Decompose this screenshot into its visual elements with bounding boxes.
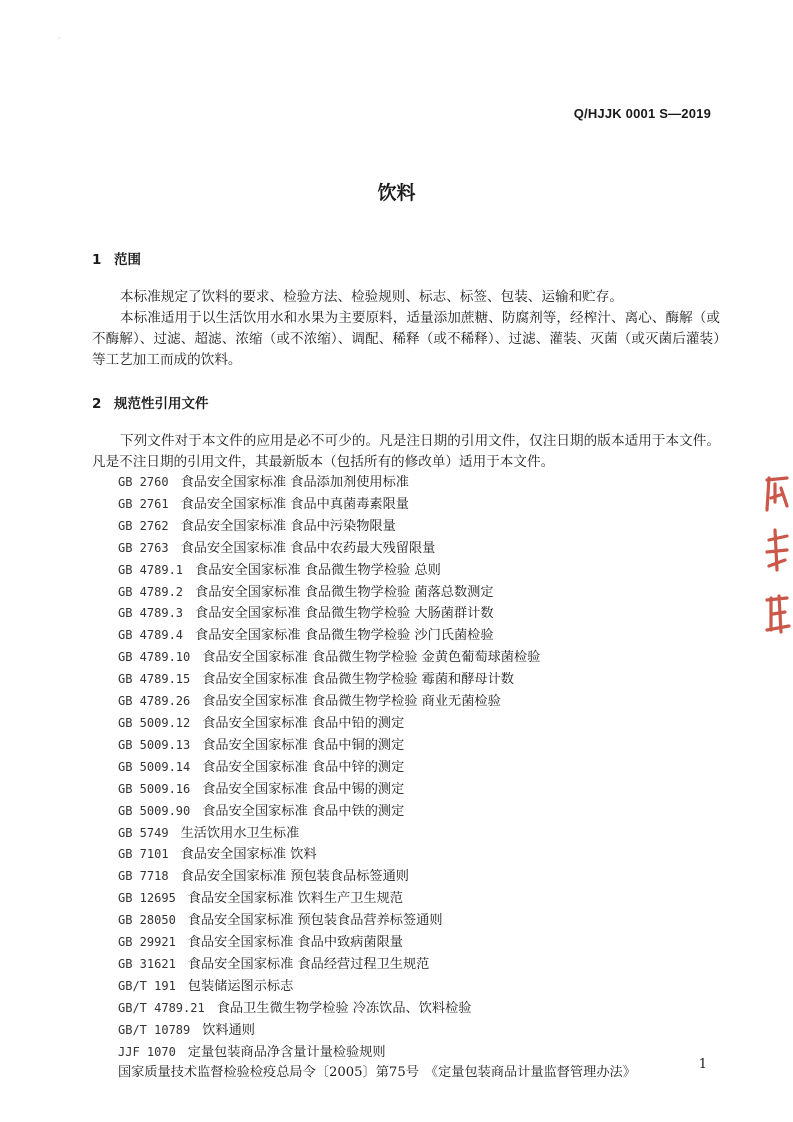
reference-title: 食品安全国家标准 预包装食品营养标签通则: [187, 913, 443, 929]
reference-code: GB 5009.12: [118, 715, 191, 730]
reference-code: GB 4789.1: [118, 562, 184, 577]
standard-code: Q/HJJK 0001 S—2019: [573, 106, 711, 121]
reference-title: 食品安全国家标准 食品微生物学检验 总则: [195, 562, 441, 578]
reference-item: [118, 866, 636, 888]
reference-item: [118, 603, 636, 625]
reference-title: 食品安全国家标准 食品微生物学检验 沙门氏菌检验: [195, 628, 494, 644]
reference-code: GB 4789.3: [118, 606, 184, 621]
reference-title: 食品安全国家标准 食品微生物学检验 大肠菌群计数: [195, 606, 494, 622]
reference-title: 食品安全国家标准 食品添加剂使用标准: [180, 475, 409, 490]
reference-code: GB 4789.26: [118, 694, 191, 709]
reference-list: [118, 472, 636, 1084]
reference-title: 定量包装商品净含量计量检验规则: [187, 1044, 386, 1060]
reference-code: 国家质量技术监督检验检疫总局令〔2005〕第75号: [118, 1065, 419, 1081]
reference-code: JJF 1070: [118, 1044, 176, 1059]
reference-code: GB 2760: [118, 475, 169, 489]
reference-title: 食品安全国家标准 食品中真菌毒素限量: [180, 496, 409, 512]
reference-title: 食品安全国家标准 食品中锌的测定: [202, 759, 405, 775]
red-seal-stamp: [753, 470, 793, 640]
document-title: 饮料: [377, 182, 416, 204]
reference-title: 食品安全国家标准 食品经营过程卫生规范: [187, 956, 430, 972]
reference-code: GB/T 10789: [118, 1022, 191, 1037]
reference-code: GB 7101: [118, 847, 169, 862]
reference-title: 食品安全国家标准 预包装食品标签通则: [180, 869, 409, 885]
reference-code: GB 2761: [118, 496, 169, 511]
reference-item: [118, 998, 636, 1020]
reference-code: GB 28050: [118, 913, 176, 928]
reference-item: [118, 844, 636, 866]
reference-code: GB 5009.13: [118, 737, 191, 752]
reference-item: [118, 625, 636, 647]
reference-item: [118, 823, 636, 845]
reference-item: [118, 779, 636, 801]
reference-item: [118, 691, 636, 713]
page-number: 1: [698, 1057, 707, 1072]
reference-title: 食品安全国家标准 饮料: [180, 847, 317, 863]
reference-item: [118, 976, 636, 998]
reference-code: GB 7718: [118, 869, 169, 884]
reference-item: [118, 669, 636, 691]
section-2-title: 规范性引用文件: [114, 396, 209, 412]
reference-code: GB 2762: [118, 518, 169, 533]
reference-title: 食品安全国家标准 食品中致病菌限量: [187, 935, 403, 951]
reference-code: GB/T 191: [118, 978, 176, 993]
reference-item: [118, 1020, 636, 1042]
reference-item: [118, 582, 636, 604]
reference-title: 食品安全国家标准 食品微生物学检验 金黄色葡萄球菌检验: [202, 650, 541, 666]
reference-title: 食品安全国家标准 食品中农药最大残留限量: [180, 540, 436, 556]
reference-item: [118, 888, 636, 910]
reference-code: GB 5009.90: [118, 803, 191, 818]
reference-title: 食品安全国家标准 食品中锡的测定: [202, 781, 405, 797]
scope-paragraph-1: 本标准规定了饮料的要求、检验方法、检验规则、标志、标签、包装、运输和贮存。: [120, 289, 623, 305]
reference-code: GB 12695: [118, 891, 176, 906]
reference-title: 食品安全国家标准 食品微生物学检验 商业无菌检验: [202, 694, 501, 710]
reference-title: 食品安全国家标准 食品微生物学检验 霉菌和酵母计数: [202, 672, 514, 688]
reference-code: GB 5009.16: [118, 781, 191, 796]
reference-item: [118, 1042, 636, 1064]
section-1-heading: [92, 248, 141, 268]
reference-code: GB 29921: [118, 935, 176, 950]
reference-code: GB 4789.15: [118, 672, 191, 687]
reference-item: [118, 538, 636, 560]
reference-title: 食品安全国家标准 食品中铁的测定: [202, 803, 405, 819]
reference-code: GB 4789.4: [118, 628, 184, 643]
section-2-heading: [92, 392, 209, 412]
reference-item: [118, 932, 636, 954]
reference-item: [118, 757, 636, 779]
scan-speck: ·: [58, 34, 61, 43]
reference-title: 食品安全国家标准 食品中污染物限量: [180, 518, 396, 534]
scope-paragraph-2: 本标准适用于以生活饮用水和水果为主要原料，适量添加蔗糖、防腐剂等，经榨汁、离心、酶解（或不酶解）、过滤、超滤、浓缩（或不浓缩）、调配、稀释（或不稀释）、过滤、灌装、灭菌（或灭菌后灌装）等工艺加工而成的饮料。: [92, 310, 720, 368]
reference-title: 食品安全国家标准 食品中铅的测定: [202, 715, 405, 731]
reference-item: [118, 516, 636, 538]
reference-item: [118, 713, 636, 735]
reference-item: [118, 910, 636, 932]
reference-item: [118, 560, 636, 582]
reference-title: 食品卫生微生物学检验 冷冻饮品、饮料检验: [216, 1000, 472, 1016]
reference-code: GB/T 4789.21: [118, 1000, 205, 1015]
reference-code: GB 4789.10: [118, 650, 191, 665]
reference-code: GB 4789.2: [118, 584, 184, 599]
reference-item: [118, 735, 636, 757]
reference-title: 《定量包装商品计量监督管理办法》: [424, 1065, 636, 1081]
reference-code: GB 31621: [118, 956, 176, 971]
reference-code: GB 5009.14: [118, 759, 191, 774]
reference-item: [118, 954, 636, 976]
references-intro-paragraph: 下列文件对于本文件的应用是必不可少的。凡是注日期的引用文件，仅注日期的版本适用于本文件。凡是不注日期的引用文件，其最新版本（包括所有的修改单）适用于本文件。: [92, 433, 720, 470]
reference-item: [118, 801, 636, 823]
reference-title: 生活饮用水卫生标准: [180, 825, 300, 841]
reference-item: [118, 1063, 636, 1084]
reference-title: 食品安全国家标准 食品微生物学检验 菌落总数测定: [195, 584, 494, 600]
reference-item: [118, 472, 636, 494]
section-2-number: 2: [92, 396, 102, 412]
reference-title: 食品安全国家标准 饮料生产卫生规范: [187, 891, 403, 907]
reference-code: GB 5749: [118, 825, 169, 840]
reference-item: [118, 494, 636, 516]
reference-item: [118, 647, 636, 669]
reference-title: 包装储运图示标志: [187, 978, 294, 994]
reference-title: 食品安全国家标准 食品中铜的测定: [202, 737, 405, 753]
section-1-number: 1: [92, 252, 102, 268]
section-1-title: 范围: [114, 252, 141, 268]
reference-code: GB 2763: [118, 540, 169, 555]
reference-title: 饮料通则: [202, 1022, 255, 1038]
